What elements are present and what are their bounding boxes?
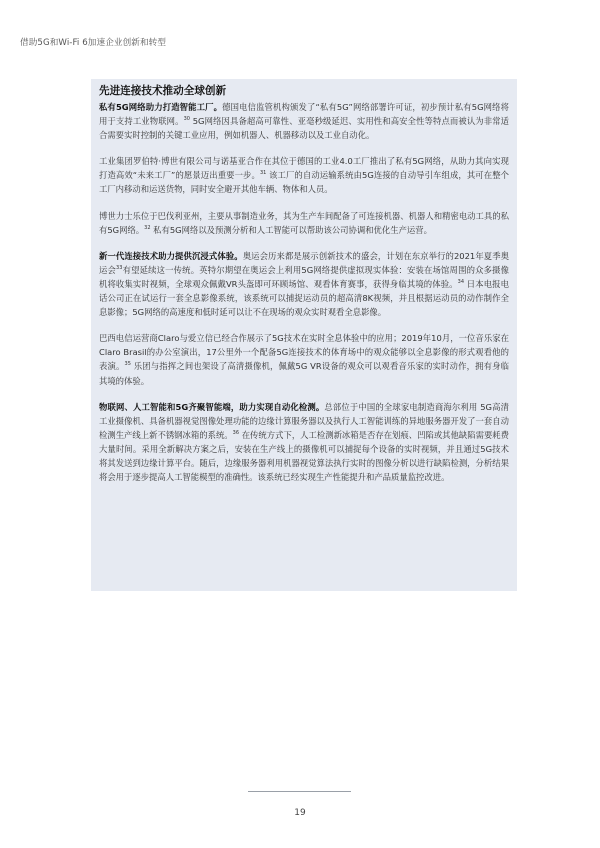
paragraph-text: 总部位于中国的全球家电制造商海尔利用 5G高清工业摄像机、具备机器视觉图像处理功能的边缘计算服务器以及执行人工智能训练的异地服务器开发了一套自动检测生产线上新不锈钢冰箱的系统。	[99, 401, 509, 440]
page-number: 19	[294, 808, 306, 818]
sidebar-box	[91, 79, 517, 591]
paragraph-text: 私有5G网络以及预测分析和人工智能可以帮助该公司协调和优化生产运营。	[150, 224, 432, 235]
box-title: 先进连接技术推动全球创新	[99, 85, 227, 97]
box-paragraph	[99, 400, 509, 485]
paragraph-lead: 物联网、人工智能和5G齐聚智能端，助力实现自动化检测。	[99, 401, 325, 412]
box-paragraph	[99, 154, 509, 196]
box-paragraph	[99, 331, 509, 387]
paragraph-text: 工业集团罗伯特·博世有限公司与诺基亚合作在其位于德国的工业4.0工厂推出了私有5G网络，从助力其向实现打造高效“未来工厂”的愿景迈出重要一步。	[99, 156, 509, 181]
footnote-ref: 36	[232, 429, 240, 436]
footnote-ref: 32	[144, 224, 151, 231]
footnote-ref: 30	[183, 116, 190, 123]
footnote-ref: 34	[457, 278, 465, 285]
paragraph-text: 在传统方式下，人工检测新冰箱是否存在划痕、凹陷或其他缺陷需要耗费大量时间。采用全新解决方案之后，安装在生产线上的摄像机可以捕捉每个设备的实时视频，并且通过5G技术将其发送到边缘计算平台。随后，边缘服务器利用机器视觉算法执行实时的图像分析以进行缺陷检测，分析结果将会用于逐步提高人工智能模型的准确性。该系统已经实现生产性能提升和产品质量监控改进。	[99, 429, 509, 483]
paragraph-text: 博世力士乐位于巴伐利亚州，主要从事制造业务，其为生产车间配备了可连接机器、机器人和精密电动工具的私有5G网络。	[99, 210, 509, 235]
running-header: 借助5G和Wi-Fi 6加速企业创新和转型	[20, 38, 167, 48]
footnote-ref: 31	[259, 170, 267, 177]
paragraph-lead: 私有5G网络助力打造智能工厂。	[99, 102, 223, 112]
paragraph-text: 巴西电信运营商Claro与爱立信已经合作展示了5G技术在实时全息体验中的应用；2019年10月，一位音乐家在Claro Brasil的办公室演出，17公里外一个配备5G连接技术的体育场中的观众能够以全息影像的形式观看他的表演。	[99, 333, 509, 372]
footnote-ref: 35	[124, 361, 131, 368]
box-paragraph	[99, 249, 509, 319]
paragraph-text: 乐团与指挥之间也架设了高清摄像机，佩戴5G VR设备的观众可以观看音乐家的实时动作，拥有身临其境的体验。	[99, 361, 509, 386]
paragraph-text: 该工厂的自动运输系统由5G连接的自动导引车组成，其可在整个工厂内移动和运送货物，同时安全避开其他车辆、物体和人员。	[99, 170, 509, 195]
paragraph-text: 奥运会历来都是展示创新技术的盛会，计划在东京举行的2021年夏季奥运会	[99, 250, 510, 275]
footnote-ref: 33	[116, 264, 123, 271]
paragraph-text: 有望延续这一传统。英特尔期望在奥运会上利用5G网络提供虚拟现实体验：安装在场馆周围的众多摄像机将收集实时视频，全球观众佩戴VR头盔即可环顾场馆、观看体育赛事，获得身临其境的体验。	[99, 264, 509, 289]
paragraph-text: 5G网络因具备超高可靠性、亚毫秒级延迟、实用性和高安全性等特点而被认为非常适合需要实时控制的关键工业应用，例如机器人、机器移动以及工业自动化。	[99, 116, 509, 141]
box-paragraph	[99, 100, 509, 142]
box-body	[99, 100, 509, 484]
footer-rule	[248, 791, 351, 792]
box-paragraph	[99, 209, 509, 237]
paragraph-lead: 新一代连接技术助力提供沉浸式体验。	[99, 250, 243, 261]
paragraph-text: 德国电信监管机构颁发了“私有5G”网络部署许可证，初步预计私有5G网络将用于支持工业物联网。	[99, 102, 510, 127]
paragraph-text: 日本电报电话公司正在试运行一套全息影像系统，该系统可以捕捉运动员的超高清8K视频，并且根据运动员的动作制作全息影像；5G网络的高速度和低时延可以让不在现场的观众实时观看全息影像。	[99, 278, 509, 318]
